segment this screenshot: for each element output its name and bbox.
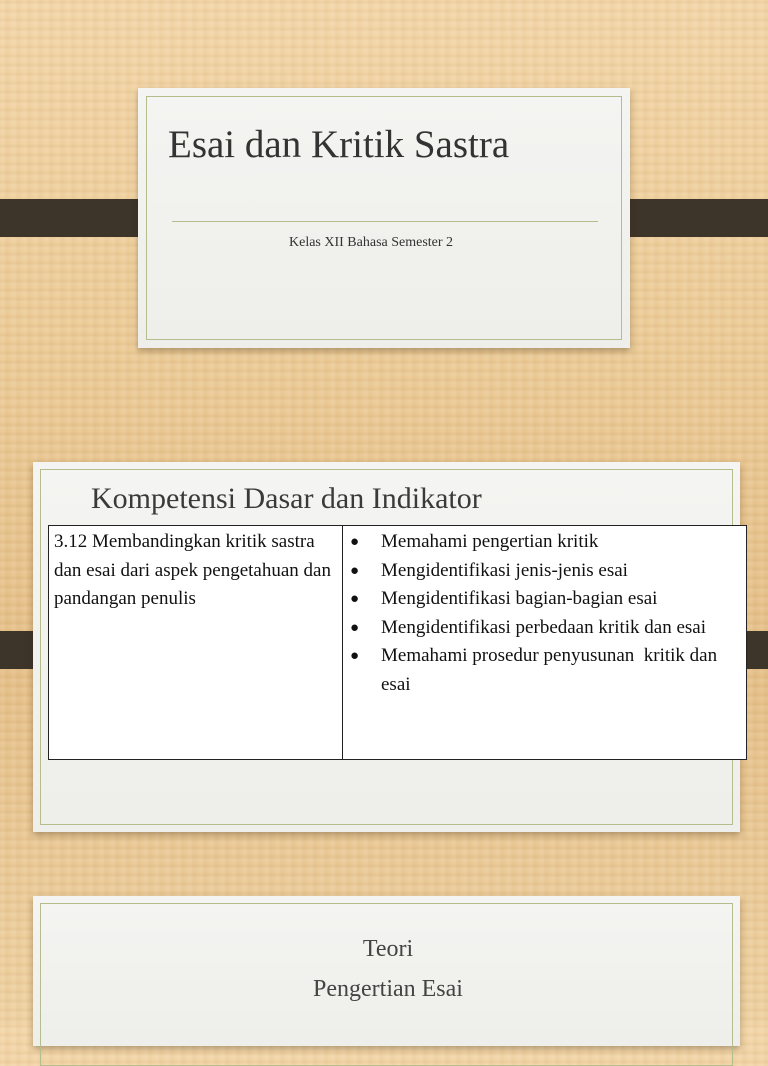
teori-subheading: Pengertian Esai bbox=[313, 976, 463, 1002]
indikator-text: Mengidentifikasi bagian-bagian esai bbox=[381, 588, 658, 609]
indikator-text: Mengidentifikasi jenis-jenis esai bbox=[381, 559, 628, 581]
list-item bbox=[348, 642, 741, 699]
kompetensi-dasar-cell: 3.12 Membandingkan kritik sastra dan esai dari aspek pengetahuan dan pandangan penulis bbox=[49, 526, 343, 760]
list-item bbox=[348, 528, 741, 557]
kompetensi-table bbox=[48, 525, 747, 760]
bullet-icon: ● bbox=[350, 591, 360, 607]
indikator-text: Mengidentifikasi perbedaan kritik dan esai bbox=[381, 616, 707, 638]
bullet-icon: ● bbox=[350, 562, 360, 579]
bullet-icon: ● bbox=[350, 648, 360, 664]
slide-subtitle: Kelas XII Bahasa Semester 2 bbox=[289, 235, 454, 250]
bullet-icon: ● bbox=[350, 534, 360, 550]
slide-title: Esai dan Kritik Sastra bbox=[168, 123, 510, 166]
section-title: Kompetensi Dasar dan Indikator bbox=[91, 482, 482, 515]
indikator-text: Memahami prosedur penyusunan kritik dan esai bbox=[381, 645, 722, 695]
decorative-bar-left bbox=[0, 199, 156, 237]
slide-title-card bbox=[138, 88, 630, 348]
table-row bbox=[49, 526, 747, 760]
list-item bbox=[348, 557, 741, 586]
teori-heading: Teori bbox=[362, 936, 414, 962]
bullet-icon: ● bbox=[350, 619, 360, 636]
list-item bbox=[348, 585, 741, 614]
indikator-text: Memahami pengertian kritik bbox=[381, 531, 599, 552]
title-divider bbox=[172, 221, 598, 222]
list-item bbox=[348, 614, 741, 643]
decorative-bar-right bbox=[612, 199, 768, 237]
indikator-cell bbox=[343, 526, 747, 760]
indikator-list bbox=[348, 528, 741, 699]
